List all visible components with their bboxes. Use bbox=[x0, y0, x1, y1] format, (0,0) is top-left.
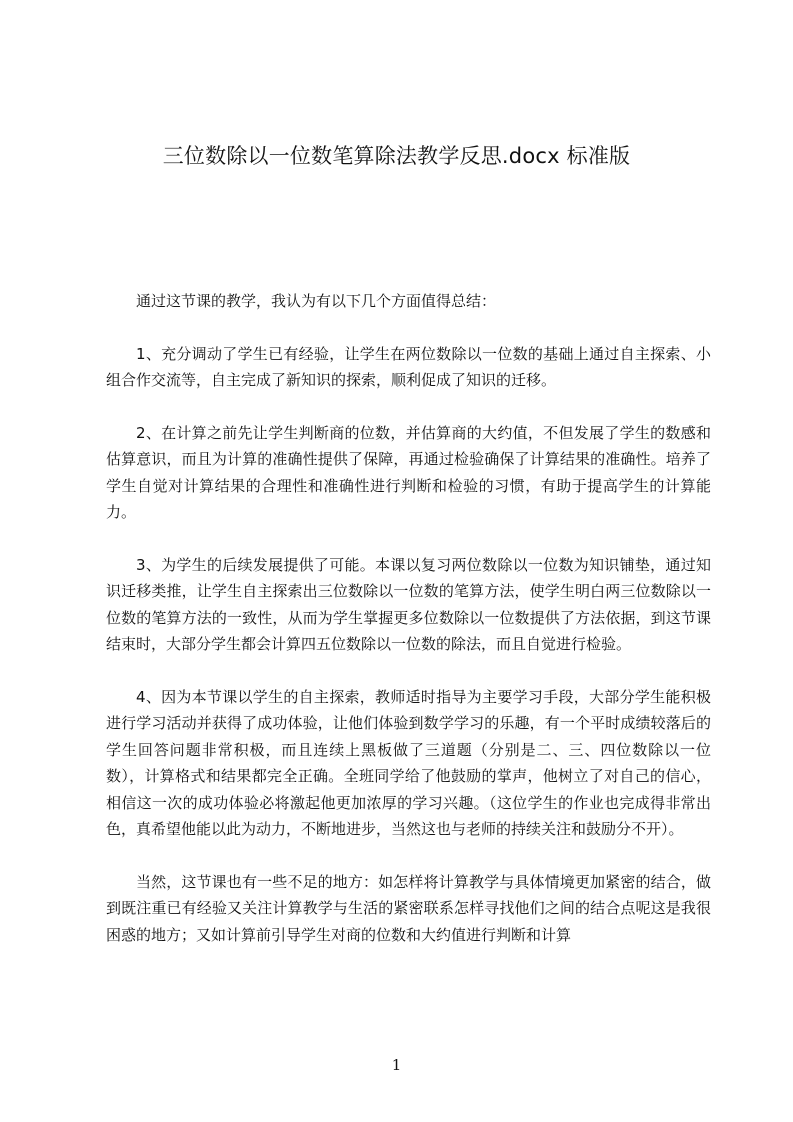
paragraph-shortcomings: 当然，这节课也有一些不足的地方：如怎样将计算教学与具体情境更加紧密的结合，做到既注重已有经验又关注计算教学与生活的紧密联系怎样寻找他们之间的结合点呢这是我很困惑的地方；又如计算前引导学生对商的位数和大约值进行判断和计算 bbox=[106, 872, 711, 944]
paragraph-point-1: 1、充分调动了学生已有经验，让学生在两位数除以一位数的基础上通过自主探索、小组合作交流等，自主完成了新知识的探索，顺利促成了知识的迁移。 bbox=[106, 344, 711, 390]
document-body bbox=[106, 288, 711, 974]
paragraph-point-3: 3、为学生的后续发展提供了可能。本课以复习两位数除以一位数为知识铺垫，通过知识迁移类推，让学生自主探索出三位数除以一位数的笔算方法，使学生明白两三位数除以一位数的笔算方法的一致性，从而为学生掌握更多位数除以一位数提供了方法依据，到这节课结束时，大部分学生都会计算四五位数除以一位数的除法，而且自觉进行检验。 bbox=[106, 556, 711, 654]
paragraph-intro: 通过这节课的教学，我认为有以下几个方面值得总结： bbox=[136, 292, 497, 310]
paragraph-point-4: 4、因为本节课以学生的自主探索，教师适时指导为主要学习手段，大部分学生能积极进行学习活动并获得了成功体验，让他们体验到数学学习的乐趣，有一个平时成绩较落后的学生回答问题非常积极，而且连续上黑板做了三道题（分别是二、三、四位数除以一位数），计算格式和结果都完全正确。全班同学给了他鼓励的掌声，他树立了对自己的信心，相信这一次的成功体验必将激起他更加浓厚的学习兴趣。（这位学生的作业也完成得非常出色，真希望他能以此为动力，不断地进步，当然这也与老师的持续关注和鼓励分不开）。 bbox=[106, 688, 711, 839]
page-number: 1 bbox=[391, 1056, 402, 1074]
paragraph-point-2: 2、在计算之前先让学生判断商的位数，并估算商的大约值，不但发展了学生的数感和估算意识，而且为计算的准确性提供了保障，再通过检验确保了计算结果的准确性。培养了学生自觉对计算结果的合理性和准确性进行判断和检验的习惯，有助于提高学生的计算能力。 bbox=[106, 424, 711, 522]
document-title: 三位数除以一位数笔算除法教学反思.docx 标准版 bbox=[162, 144, 631, 168]
